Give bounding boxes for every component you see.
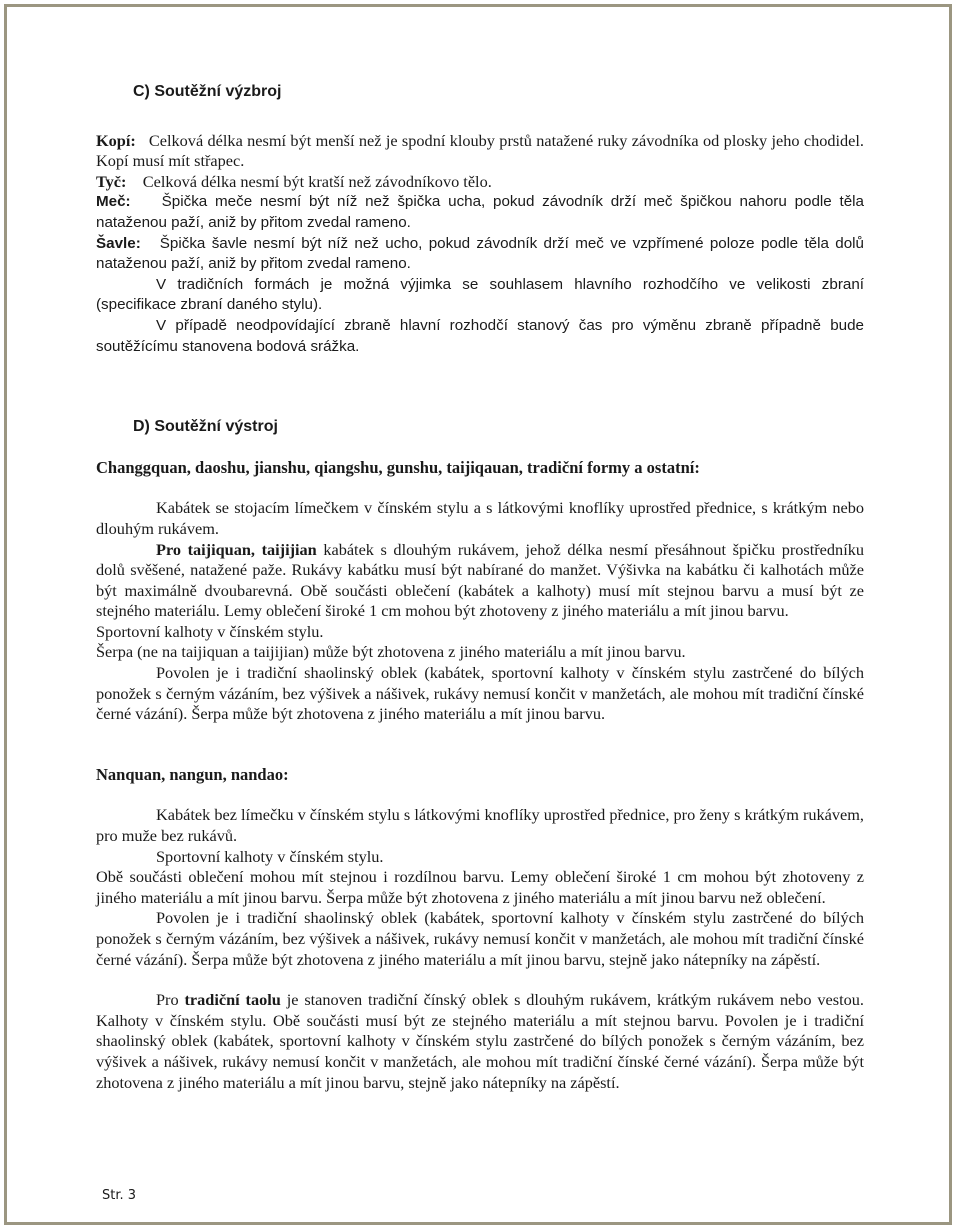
- tyc-text: Celková délka nesmí být kratší než závodníkovo tělo.: [142, 171, 492, 191]
- savle-paragraph: [96, 234, 864, 275]
- nanquan-trousers-paragraph: Sportovní kalhoty v čínském stylu.: [156, 846, 384, 866]
- savle-text: Špička šavle nesmí být níž než ucho, pokud závodník drží meč ve vzpřímené poloze podle těla dolů nataženou paží, aniž by přitom zvedal rameno.: [96, 234, 864, 273]
- sash-paragraph: Šerpa (ne na taijiquan a taijijian) může být zhotovena z jiného materiálu a mít jinou barvu.: [96, 642, 686, 662]
- kopi-paragraph: [96, 131, 864, 172]
- traditional-taolu-bold: tradiční taolu: [184, 990, 281, 1010]
- mec-text: Špička meče nesmí být níž než špička ucha, pokud závodník drží meč špičkou nahoru podle těla nataženou paží, aniž by přitom zvedal rameno.: [96, 193, 864, 231]
- shaolin-paragraph: Povolen je i tradiční shaolinský oblek (kabátek, sportovní kalhoty v čínském stylu zastrčené do bílých ponožek s černým vázáním, bez výšivek a nášivek, rukávy nemusí končit v manžetách, ale mohou mít tradiční čínské černé vázání). Šerpa může být zhotovena z jiného materiálu a mít jinou barvu.: [96, 663, 864, 724]
- nanquan-shaolin-paragraph: Povolen je i tradiční shaolinský oblek (kabátek, sportovní kalhoty v čínském stylu zastrčené do bílých ponožek s černým vázáním, bez výšivek a nášivek, rukávy nemusí končit v manžetách, ale mohou mít tradiční čínské černé vázání). Šerpa může být zhotovena z jiného materiálu a mít jinou barvu, stejně jako nátepníky na zápěstí.: [96, 908, 864, 969]
- section-d-heading: D) Soutěžní výstroj: [133, 418, 278, 436]
- traditional-taolu-paragraph: [96, 990, 864, 1093]
- trousers-paragraph: Sportovní kalhoty v čínském stylu.: [96, 621, 324, 641]
- jacket-paragraph: Kabátek se stojacím límečkem v čínském stylu a s látkovými knoflíky uprostřed přednice, s krátkým nebo dlouhým rukávem.: [96, 498, 864, 538]
- traditional-taolu-text: je stanoven tradiční čínský oblek s dlouhým rukávem, krátkým rukávem nebo vestou. Kalhoty v čínském stylu. Obě součásti musí být ze stejného materiálu a mít stejnou barvu. Povolen je i tradiční shaolinský oblek (kabátek, sportovní kalhoty v čínském stylu zastrčené do bílých ponožek s černým vázáním, bez výšivek a nášivek, rukávy nemusí končit v manžetách, ale mohou mít tradiční čínské černé vázání). Šerpa může být zhotovena z jiného materiálu a mít jinou barvu, stejně jako nátepníky na zápěstí.: [96, 990, 864, 1092]
- document-body: [96, 82, 864, 1093]
- mec-label: Meč:: [96, 193, 131, 211]
- nanquan-heading: Nanquan, nangun, nandao:: [96, 764, 289, 784]
- nanquan-colors-paragraph: Obě součásti oblečení mohou mít stejnou i rozdílnou barvu. Lemy oblečení široké 1 cm mohou být zhotoveny z jiného materiálu a mít jinou barvu. Šerpa může být zhotovena z jiného materiálu a mít jinou barvu než oblečení.: [96, 867, 864, 907]
- traditional-taolu-pre: Pro: [156, 990, 185, 1010]
- mec-paragraph: [96, 192, 864, 233]
- penalty-paragraph: V případě neodpovídající zbraně hlavní rozhodčí stanový čas pro výměnu zbraně případně bude soutěžícímu stanovena bodová srážka.: [96, 316, 864, 355]
- changquan-heading: Changgquan, daoshu, jianshu, qiangshu, gunshu, taijiqauan, tradiční formy a ostatní:: [96, 457, 700, 477]
- tyc-paragraph: [96, 172, 864, 193]
- section-c-heading: C) Soutěžní výzbroj: [133, 83, 282, 100]
- taijiquan-bold: Pro taijiquan, taijijian: [156, 539, 317, 559]
- kopi-label: Kopí:: [96, 130, 136, 150]
- kopi-text: Celková délka nesmí být menší než je spodní klouby prstů natažené ruky závodníka od plosky jeho chodidel. Kopí musí mít střapec.: [96, 130, 864, 171]
- taijiquan-text: kabátek s dlouhým rukávem, jehož délka nesmí přesáhnout špičku prostředníku dolů svěšené, natažené paže. Rukávy kabátku musí být nabírané do manžet. Výšivka na kabátku či kalhotách může být maximálně dvoubarevná. Obě součásti oblečení (kabátek a kalhoty) musí mít stejnou barvu a musí být ze stejného materiálu. Lemy oblečení široké 1 cm mohou být zhotoveny z jiného materiálu a mít jinou barvu.: [96, 539, 864, 621]
- page-number: Str. 3: [102, 1188, 137, 1203]
- savle-label: Šavle:: [96, 234, 141, 252]
- taijiquan-paragraph: [96, 540, 864, 622]
- tyc-label: Tyč:: [96, 171, 127, 191]
- nanquan-jacket-paragraph: Kabátek bez límečku v čínském stylu s látkovými knoflíky uprostřed přednice, pro ženy s krátkým rukávem, pro muže bez rukávů.: [96, 805, 864, 846]
- exception-paragraph: V tradičních formách je možná výjimka se souhlasem hlavního rozhodčího ve velikosti zbraní (specifikace zbraní daného stylu).: [96, 275, 864, 314]
